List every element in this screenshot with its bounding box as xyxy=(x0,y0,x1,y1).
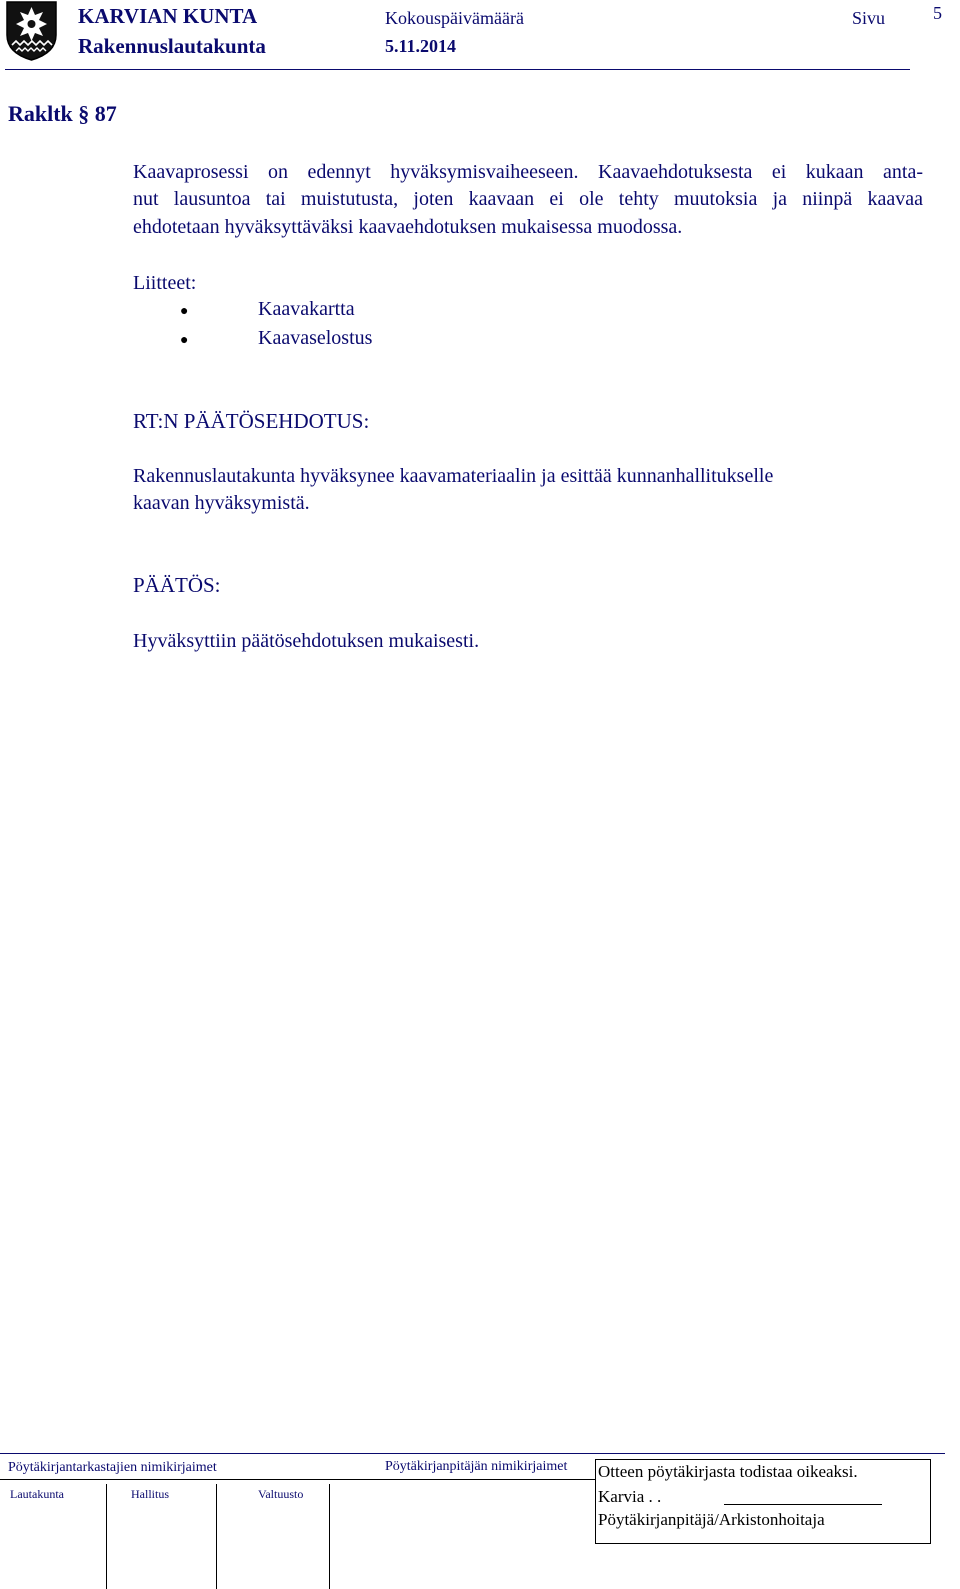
paragraph-line: nut lausuntoa tai muistutusta, joten kaavaan ei ole tehty muutoksia ja niinpä kaavaa xyxy=(133,188,923,211)
column-label-council: Valtuusto xyxy=(258,1487,304,1501)
decision-text: Hyväksyttiin päätösehdotuksen mukaisesti. xyxy=(133,630,480,652)
body-paragraph xyxy=(133,159,923,241)
certification-place: Karvia . . xyxy=(598,1487,662,1506)
paragraph-line: ehdotetaan hyväksyttäväksi kaavaehdotuksen mukaisessa muodossa. xyxy=(133,215,683,238)
attachments-label: Liitteet: xyxy=(133,272,197,294)
section-number: Rakltk § 87 xyxy=(8,101,117,126)
column-divider xyxy=(329,1484,330,1589)
certification-signer: Pöytäkirjanpitäjä/Arkistonhoitaja xyxy=(598,1510,825,1529)
column-divider xyxy=(216,1484,217,1589)
signature-line xyxy=(724,1504,882,1505)
certification-line: Otteen pöytäkirjasta todistaa oikeaksi. xyxy=(598,1462,858,1481)
proposal-line: kaavan hyväksymistä. xyxy=(133,492,310,515)
proposal-line: Rakennuslautakunta hyväksynee kaavamateriaalin ja esittää kunnanhallitukselle xyxy=(133,465,774,487)
header-divider xyxy=(5,69,910,70)
municipality-coat-of-arms xyxy=(6,1,57,61)
column-label-board: Lautakunta xyxy=(10,1487,64,1501)
attachment-item: Kaavaselostus xyxy=(258,327,373,349)
column-label-government: Hallitus xyxy=(131,1487,169,1501)
decision-heading: PÄÄTÖS: xyxy=(133,573,221,597)
meeting-date-label: Kokouspäivämäärä xyxy=(385,8,524,28)
municipality-name: KARVIAN KUNTA xyxy=(78,4,258,28)
proposal-heading: RT:N PÄÄTÖSEHDOTUS: xyxy=(133,409,370,433)
footer-divider xyxy=(0,1453,945,1454)
attachment-item: Kaavakartta xyxy=(258,298,355,320)
page-label: Sivu xyxy=(852,8,886,28)
proposal-text xyxy=(133,463,773,518)
certification-box xyxy=(595,1459,931,1544)
column-divider xyxy=(106,1484,107,1589)
keeper-initials-label: Pöytäkirjanpitäjän nimikirjaimet xyxy=(385,1459,568,1474)
bullet-icon: ● xyxy=(180,333,189,348)
inspectors-initials-label: Pöytäkirjantarkastajien nimikirjaimet xyxy=(8,1460,217,1475)
bullet-icon: ● xyxy=(180,304,189,319)
board-name: Rakennuslautakunta xyxy=(78,34,266,58)
paragraph-line: Kaavaprosessi on edennyt hyväksymisvaiheeseen. Kaavaehdotuksesta ei kukaan anta- xyxy=(133,161,923,183)
page-number: 5 xyxy=(933,3,942,23)
footer-rule xyxy=(0,1479,595,1480)
meeting-date: 5.11.2014 xyxy=(385,36,457,56)
